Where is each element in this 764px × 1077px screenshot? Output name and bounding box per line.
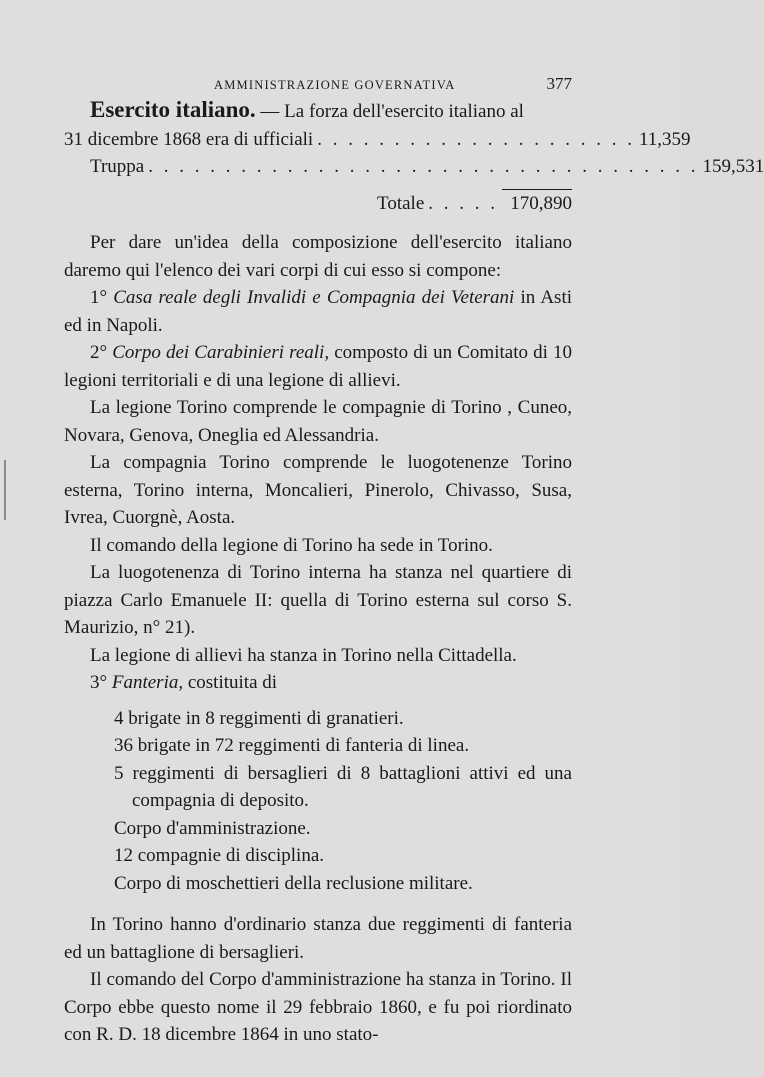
page-number: 377: [546, 74, 572, 93]
item-2-title: Corpo dei Carabinieri reali,: [112, 342, 330, 363]
item-1-title: Casa reale degli Invalidi e Compagnia dei Veterani: [113, 287, 515, 308]
paragraph-torino-reggimenti: In Torino hanno d'ordinario stanza due reggimenti di fanteria ed un battaglione di bersaglieri.: [64, 914, 572, 963]
section-title: Esercito italiano.: [90, 97, 256, 122]
troops-row: [64, 153, 764, 181]
paragraph-allievi: La legione di allievi ha stanza in Torino nella Cittadella.: [90, 644, 517, 666]
item-1-rest: in Asti ed in Napoli.: [64, 287, 573, 336]
list-item: 4 brigate in 8 reggimenti di granatieri.: [114, 707, 404, 729]
item-2: [64, 339, 572, 394]
list-item: 5 reggimenti di bersaglieri di 8 battaglioni attivi ed una compagnia di deposito.: [114, 762, 572, 811]
troops-label: Truppa: [90, 156, 145, 177]
item-3-title: Fanteria,: [111, 672, 184, 693]
leader-dots: . . . . . . . . . . . . . . . . . . . . . . . . . . . . . . . . . . . .: [148, 156, 699, 177]
spacer: [64, 903, 572, 911]
running-head-title: AMMINISTRAZIONE GOVERNATIVA: [214, 78, 456, 92]
section-intro-text: — La forza dell'esercito italiano al: [255, 101, 524, 122]
page-text: [64, 70, 764, 1049]
item-3-number: 3°: [90, 672, 108, 693]
list-item: Corpo di moschettieri della reclusione militare.: [114, 872, 473, 894]
total-label: Totale: [377, 192, 425, 214]
margin-mark: [4, 460, 6, 520]
running-head: [214, 70, 572, 96]
paragraph-comando: Il comando della legione di Torino ha sede in Torino.: [90, 534, 493, 556]
officers-label: 31 dicembre 1868 era di ufficiali: [64, 128, 314, 150]
item-3: [64, 669, 572, 697]
item-3-rest: costituita di: [183, 672, 278, 693]
item-2-rest: composto di un Comitato di 10 legioni territoriali e di una legione di allievi.: [64, 342, 573, 391]
item-2-number: 2°: [90, 342, 108, 363]
list-item: 36 brigate in 72 reggimenti di fanteria di linea.: [114, 735, 470, 756]
total-value: 170,890: [502, 189, 572, 218]
spacer: [64, 217, 572, 229]
troops-value: 159,531: [702, 156, 764, 177]
paragraph-compagnia-torino: La compagnia Torino comprende le luogotenenze Torino esterna, Torino interna, Moncalieri, Pinerolo, Chivasso, Susa, Ivrea, Cuorgnè, Aosta.: [64, 452, 572, 528]
section-intro: [64, 96, 572, 126]
paragraph-composition: Per dare un'idea della composizione dell'esercito italiano daremo qui l'elenco dei vari corpi di cui esso si compone:: [64, 232, 572, 281]
fanteria-list: [64, 705, 572, 898]
item-1: [64, 284, 572, 339]
officers-value: 11,359: [638, 128, 691, 150]
leader-dots: . . . . .: [428, 192, 498, 214]
officers-row: [64, 126, 691, 154]
paragraph-legione-torino: La legione Torino comprende le compagnie di Torino , Cuneo, Novara, Genova, Oneglia ed Alessandria.: [64, 397, 572, 446]
list-item: Corpo d'amministrazione.: [114, 817, 311, 839]
leader-dots: . . . . . . . . . . . . . . . . . . . . .: [317, 128, 635, 150]
paragraph-comando-corpo: Il comando del Corpo d'amministrazione ha stanza in Torino. Il Corpo ebbe questo nome il 29 febbraio 1860, e fu poi riordinato con R. D. 18 dicembre 1864 in uno stato-: [64, 969, 572, 1045]
paragraph-luogotenenza: La luogotenenza di Torino interna ha stanza nel quartiere di piazza Carlo Emanuele II: quella di Torino esterna sul corso S. Maurizio, n° 21).: [64, 562, 572, 638]
item-1-number: 1°: [90, 287, 108, 308]
list-item: 12 compagnie di disciplina.: [114, 845, 325, 866]
total-row: [64, 189, 572, 218]
